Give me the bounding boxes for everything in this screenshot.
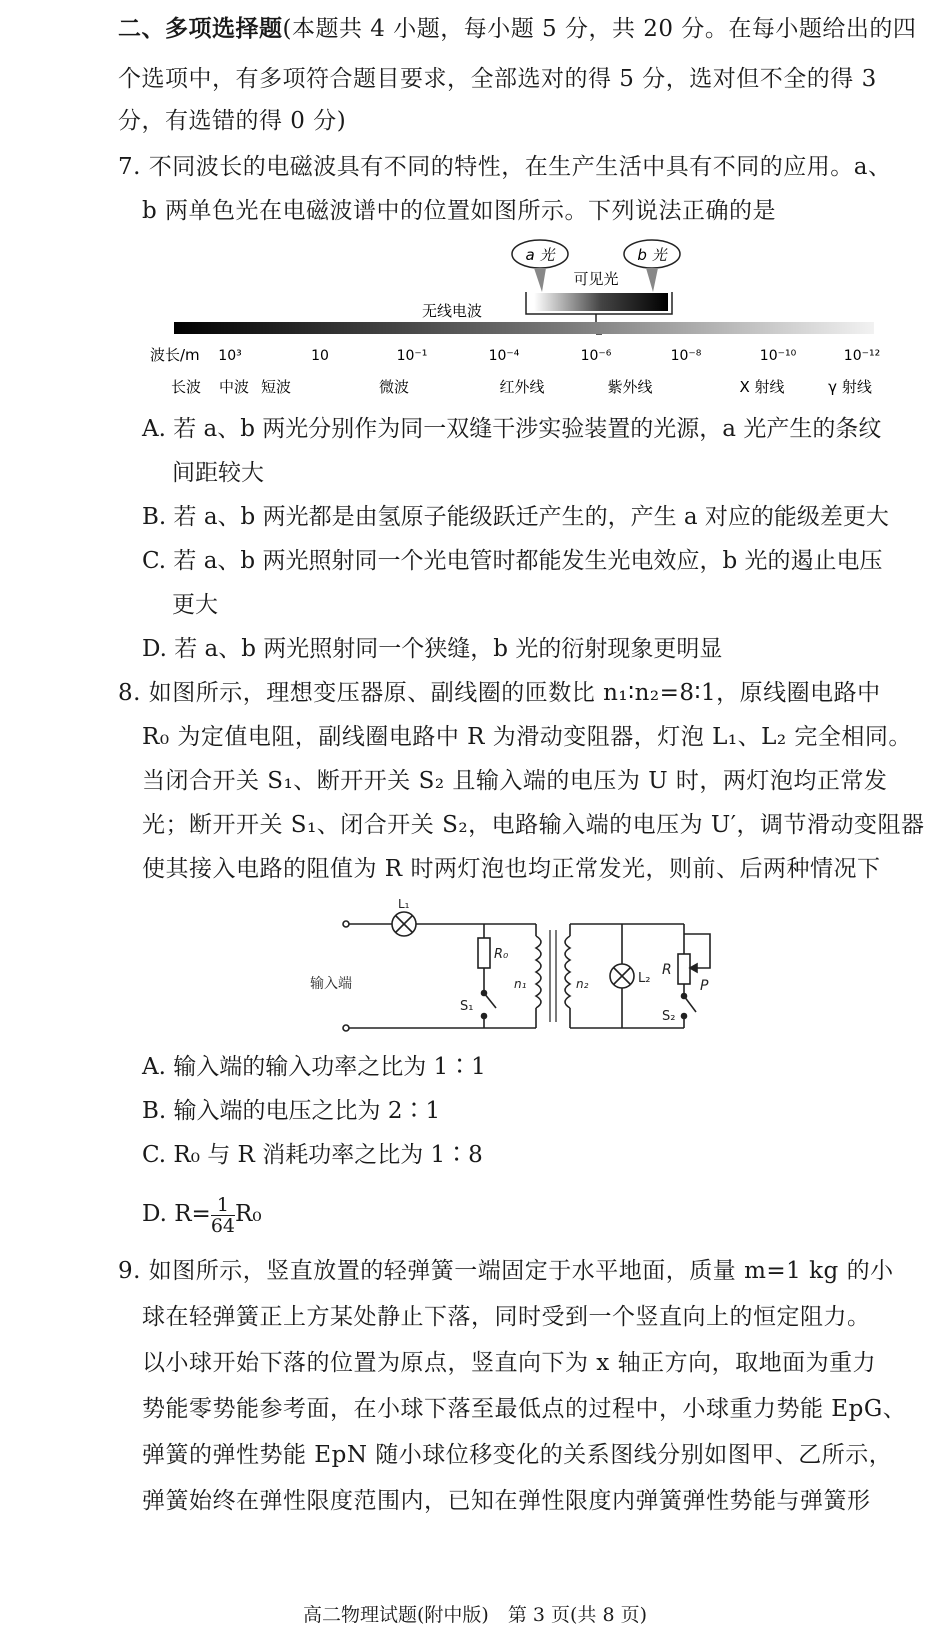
q7-stem-line-2: b 两单色光在电磁波谱中的位置如图所示。下列说法正确的是 [142,198,777,224]
l1-label: L₁ [398,897,410,911]
q7-option-a-line-2: 间距较大 [172,460,264,486]
section-intro-1: (本题共 4 小题，每小题 5 分，共 20 分。在每小题给出的四 [282,16,917,42]
tick-label: 10⁻⁴ [488,348,520,364]
tick-label: 10⁻¹⁰ [759,348,797,364]
section-header-line-1 [118,14,916,44]
r0-label: R₀ [494,947,509,962]
section-intro-2: 个选项中，有多项符合题目要求，全部选对的得 5 分，选对但不全的得 3 [118,66,877,92]
band-label: γ 射线 [828,378,872,396]
tick-labels [218,348,880,364]
q8-stem-line-5: 使其接入电路的阻值为 R 时两灯泡也均正常发光，则前、后两种情况下 [142,856,881,882]
q7-option-a-line-1: A. 若 a、b 两光分别作为同一双缝干涉实验装置的光源，a 光产生的条纹 [142,416,882,442]
q8-stem-line-1: 8. 如图所示，理想变压器原、副线圈的匝数比 n₁∶n₂=8∶1，原线圈电路中 [118,680,881,706]
band-label: 红外线 [499,378,545,396]
q9-stem-line-4: 势能零势能参考面，在小球下落至最低点的过程中，小球重力势能 EpG、 [142,1396,907,1422]
l2-label: L₂ [638,971,651,986]
q8-stem-line-4: 光；断开开关 S₁、闭合开关 S₂，电路输入端的电压为 U′，调节滑动变阻器 [142,812,925,838]
band-label: 长波 [170,378,202,396]
radio-wave-label: 无线电波 [421,302,483,320]
band-label: 紫外线 [607,378,653,396]
transformer-circuit-figure [300,896,740,1042]
tick-label: 10³ [218,348,242,364]
q8-option-a: A. 输入端的输入功率之比为 1∶1 [142,1054,486,1080]
tick-label: 10 [311,348,329,364]
visible-band-bar [534,293,668,311]
input-terminal-label: 输入端 [310,976,352,992]
q7-option-c-line-2: 更大 [172,592,218,618]
section-title: 二、多项选择题 [118,15,283,42]
s1-label: S₁ [460,999,474,1014]
q9-stem-line-1: 9. 如图所示，竖直放置的轻弹簧一端固定于水平地面，质量 m=1 kg 的小 [118,1258,894,1284]
band-label: 微波 [378,378,410,396]
visible-light-label: 可见光 [573,270,619,288]
q7-option-b: B. 若 a、b 两光都是由氢原子能级跃迁产生的，产生 a 对应的能级差更大 [142,504,889,530]
resistor-r0-icon [478,938,490,968]
secondary-coil-icon [565,936,570,1008]
n1-label: n₁ [514,977,527,991]
r-label: R [662,962,672,978]
q8-option-d-fraction [211,1195,235,1236]
q8-option-d-prefix: D. R= [142,1201,211,1227]
q9-stem-line-6: 弹簧始终在弹性限度范围内，已知在弹性限度内弹簧弹性势能与弹簧形 [142,1488,871,1514]
q9-stem-line-2: 球在轻弹簧正上方某处静止下落，同时受到一个竖直向上的恒定阻力。 [142,1304,871,1330]
band-label: 中波 [218,378,250,396]
q8-option-b: B. 输入端的电压之比为 2∶1 [142,1098,441,1124]
page-footer: 高二物理试题(附中版) 第 3 页(共 8 页) [303,1604,647,1626]
q7-option-d: D. 若 a、b 两光照射同一个狭缝，b 光的衍射现象更明显 [142,636,723,662]
band-labels [171,378,872,396]
tick-label: 10⁻¹ [396,348,428,364]
spectrum-bar [174,322,874,334]
q9-stem-line-3: 以小球开始下落的位置为原点，竖直向下为 x 轴正方向，取地面为重力 [142,1350,877,1376]
wavelength-label: 波长/m [150,346,200,364]
band-label: 短波 [260,378,292,396]
spectrum-figure [150,236,880,406]
q9-stem-line-5: 弹簧的弹性势能 EpN 随小球位移变化的关系图线分别如图甲、乙所示， [142,1442,893,1468]
b-light-label: b 光 [637,246,667,264]
fraction-numerator: 1 [211,1195,235,1216]
q8-stem-line-2: R₀ 为定值电阻，副线圈电路中 R 为滑动变阻器，灯泡 L₁、L₂ 完全相同。 [142,724,912,750]
q7-option-c-line-1: C. 若 a、b 两光照射同一个光电管时都能发生光电效应，b 光的遏止电压 [142,548,883,574]
section-intro-3: 分，有选错的得 0 分) [118,108,347,134]
n2-label: n₂ [576,977,589,991]
q8-option-d [142,1192,262,1236]
rheostat-r-icon [678,954,690,984]
q8-stem-line-3: 当闭合开关 S₁、断开开关 S₂ 且输入端的电压为 U 时，两灯泡均正常发 [142,768,888,794]
tick-label: 10⁻¹² [843,348,880,364]
tick-label: 10⁻⁶ [580,348,612,364]
s2-label: S₂ [662,1009,676,1024]
p-label: P [700,978,709,994]
q8-option-d-suffix: R₀ [235,1201,262,1227]
q8-option-c: C. R₀ 与 R 消耗功率之比为 1∶8 [142,1142,483,1168]
fraction-denominator: 64 [210,1214,236,1237]
primary-coil-icon [536,936,541,1008]
tick-label: 10⁻⁸ [670,348,702,364]
a-light-label: a 光 [525,246,555,264]
q7-stem-line-1: 7. 不同波长的电磁波具有不同的特性，在生产生活中具有不同的应用。a、 [118,154,892,180]
band-label: X 射线 [739,378,785,396]
